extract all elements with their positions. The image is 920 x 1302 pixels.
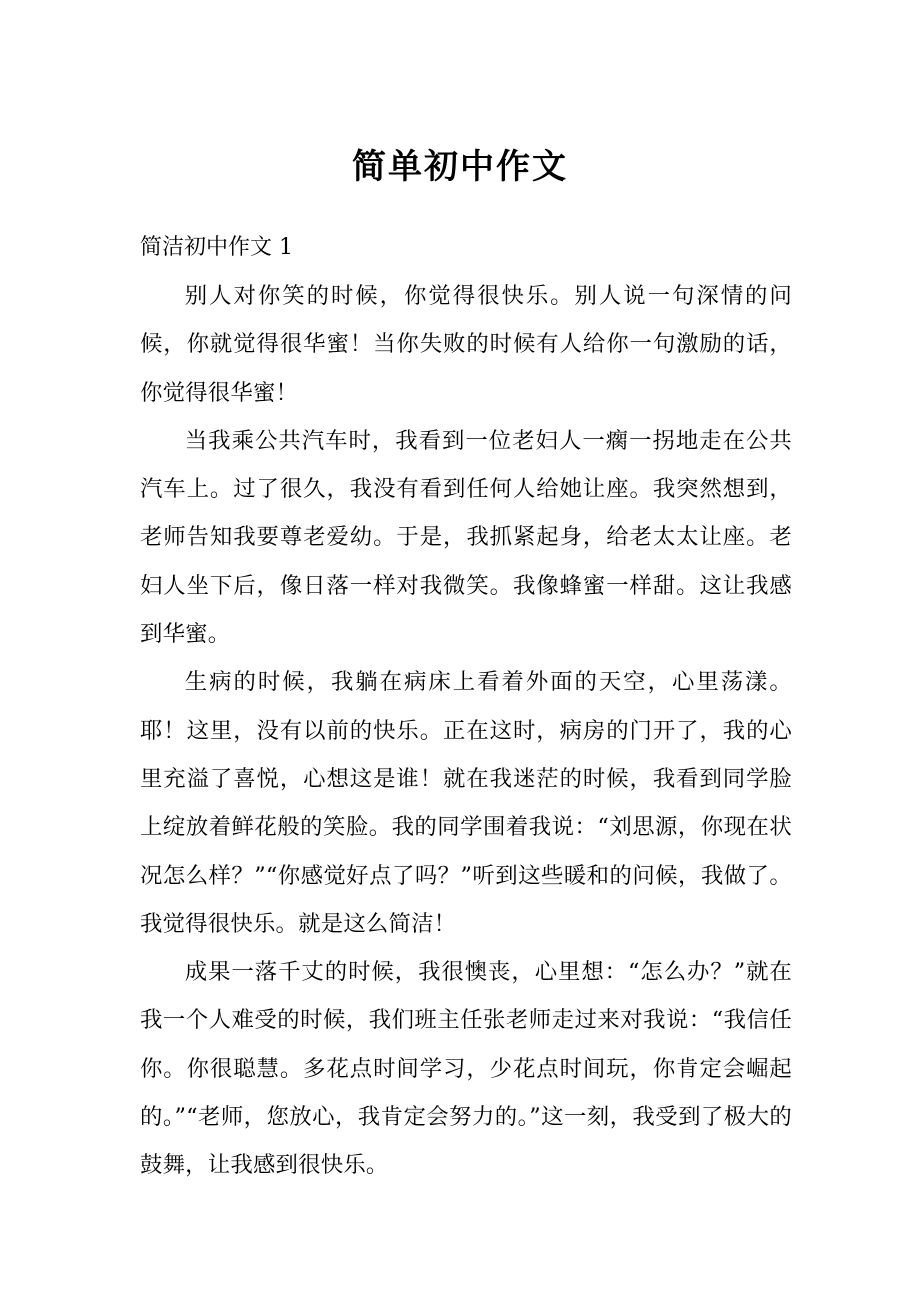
paragraph: 生病的时候，我躺在病床上看着外面的天空，心里荡漾。耶！这里，没有以前的快乐。正在这时，病房的门开了，我的心里充溢了喜悦，心想这是谁！就在我迷茫的时候，我看到同学脸上绽放着鲜花般的笑脸。我的同学围着我说：“刘思源，你现在状况怎么样？”“你感觉好点了吗？”听到这些暖和的问候，我做了。我觉得很快乐。就是这么简洁！ <box>140 669 792 937</box>
essay-subtitle: 简洁初中作文 1 <box>140 235 293 260</box>
paragraph: 别人对你笑的时候，你觉得很快乐。别人说一句深情的问候，你就觉得很华蜜！当你失败的时候有人给你一句激励的话，你觉得很华蜜！ <box>140 283 792 406</box>
page-title: 简单初中作文 <box>352 147 568 187</box>
paragraph: 当我乘公共汽车时，我看到一位老妇人一瘸一拐地走在公共汽车上。过了很久，我没有看到任何人给她让座。我突然想到，老师告知我要尊老爱幼。于是，我抓紧起身，给老太太让座。老妇人坐下后，像日落一样对我微笑。我像蜂蜜一样甜。这让我感到华蜜。 <box>140 427 792 648</box>
essay-body <box>140 224 792 1190</box>
paragraph: 成果一落千丈的时候，我很懊丧，心里想：“怎么办？”就在我一个人难受的时候，我们班主任张老师走过来对我说：“我信任你。你很聪慧。多花点时间学习，少花点时间玩，你肯定会崛起的。”“老师，您放心，我肯定会努力的。”这一刻，我受到了极大的鼓舞，让我感到很快乐。 <box>140 959 792 1179</box>
